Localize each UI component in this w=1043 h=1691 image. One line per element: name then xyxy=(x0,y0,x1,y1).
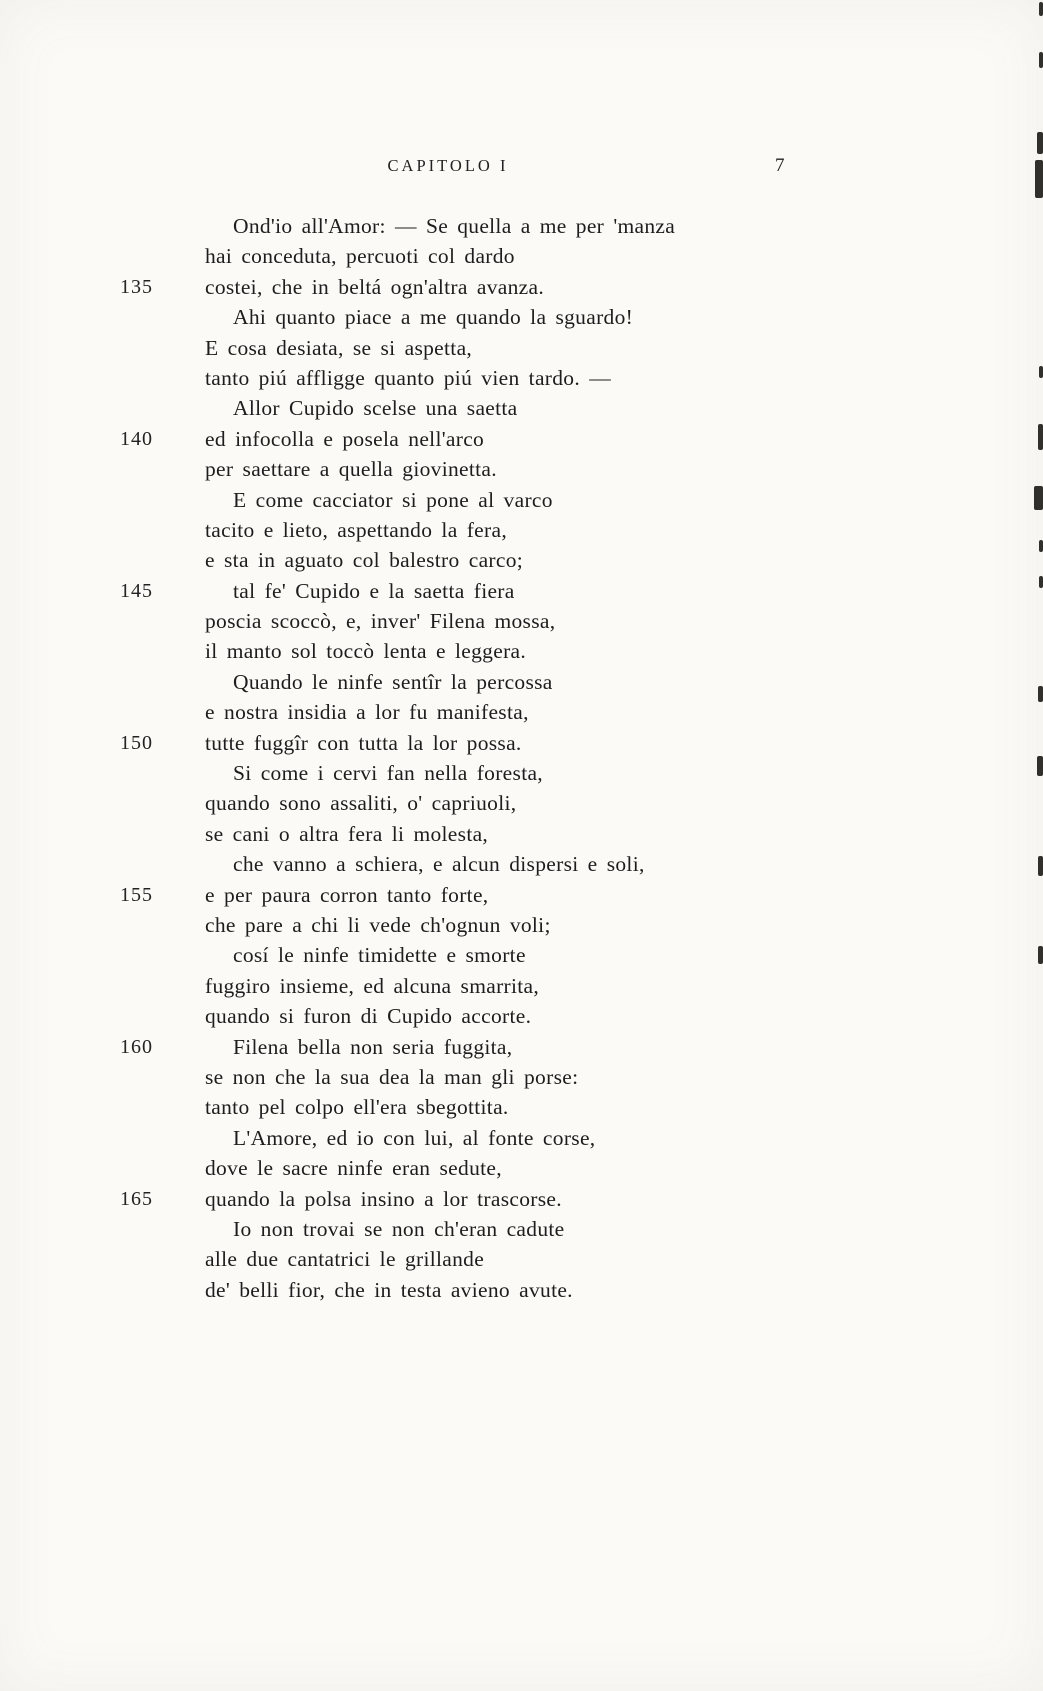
line-number: 140 xyxy=(120,427,153,450)
line-number: 135 xyxy=(120,275,153,298)
page-number: 7 xyxy=(775,155,785,176)
poem-line xyxy=(110,1123,830,1153)
page-edge-artifact xyxy=(1038,686,1043,702)
line-text: Allor Cupido scelse una saetta xyxy=(233,396,518,421)
page-edge-artifact xyxy=(1037,132,1043,154)
page-edge-artifact xyxy=(1038,856,1043,876)
page-edge-artifact xyxy=(1039,52,1043,68)
line-number: 155 xyxy=(120,883,153,906)
poem-line xyxy=(110,1062,830,1092)
poem-line xyxy=(110,545,830,575)
poem-line xyxy=(110,1244,830,1274)
poem-line xyxy=(110,697,830,727)
poem-line xyxy=(110,333,830,363)
page-edge-artifact xyxy=(1038,946,1043,964)
poem-line xyxy=(110,576,830,606)
poem-line xyxy=(110,606,830,636)
line-text: e nostra insidia a lor fu manifesta, xyxy=(205,700,529,725)
poem-line xyxy=(110,1214,830,1244)
line-number: 165 xyxy=(120,1187,153,1210)
line-text: de' belli fior, che in testa avieno avute. xyxy=(205,1277,573,1302)
line-text: Ahi quanto piace a me quando la sguardo! xyxy=(233,305,634,330)
poem-line xyxy=(110,636,830,666)
line-text: quando sono assaliti, o' capriuoli, xyxy=(205,791,517,816)
line-text: hai conceduta, percuoti col dardo xyxy=(205,244,515,269)
poem-line xyxy=(110,241,830,271)
line-number: 145 xyxy=(120,579,153,602)
line-text: alle due cantatrici le grillande xyxy=(205,1247,485,1272)
poem-line xyxy=(110,758,830,788)
poem-line xyxy=(110,910,830,940)
line-text: fuggiro insieme, ed alcuna smarrita, xyxy=(205,973,540,998)
page-edge-artifact xyxy=(1035,160,1043,198)
line-text: E come cacciator si pone al varco xyxy=(233,487,553,512)
line-text: costei, che in beltá ogn'altra avanza. xyxy=(205,274,545,299)
line-text: Ond'io all'Amor: — Se quella a me per 'manza xyxy=(233,214,676,238)
poem-line xyxy=(110,424,830,454)
poem-line xyxy=(110,849,830,879)
line-number: 160 xyxy=(120,1035,153,1058)
poem-line xyxy=(110,940,830,970)
line-text: Io non trovai se non ch'eran cadute xyxy=(233,1216,565,1241)
poem-line xyxy=(110,302,830,332)
poem-line xyxy=(110,819,830,849)
poem-line xyxy=(110,728,830,758)
line-text: tanto piú affligge quanto piú vien tardo. — xyxy=(205,365,612,390)
page-edge-artifact xyxy=(1038,424,1043,450)
poem xyxy=(110,211,830,1305)
page-edge-artifact xyxy=(1034,486,1043,510)
line-text: per saettare a quella giovinetta. xyxy=(205,457,497,482)
line-text: dove le sacre ninfe eran sedute, xyxy=(205,1156,502,1181)
page-edge-artifact xyxy=(1037,756,1043,776)
poem-line xyxy=(110,1092,830,1122)
poem-line xyxy=(110,1184,830,1214)
line-text: poscia scoccò, e, inver' Filena mossa, xyxy=(205,609,556,634)
line-text: che vanno a schiera, e alcun dispersi e soli, xyxy=(233,852,645,877)
poem-line xyxy=(110,485,830,515)
line-text: tal fe' Cupido e la saetta fiera xyxy=(233,578,515,603)
line-text: tutte fuggîr con tutta la lor possa. xyxy=(205,730,522,755)
poem-line xyxy=(110,1153,830,1183)
page-edge-artifact xyxy=(1039,2,1043,16)
line-text: il manto sol toccò lenta e leggera. xyxy=(205,639,527,664)
line-text: se cani o altra fera li molesta, xyxy=(205,821,489,846)
poem-line xyxy=(110,454,830,484)
line-text: L'Amore, ed io con lui, al fonte corse, xyxy=(233,1125,596,1150)
page-edge-artifact xyxy=(1039,576,1043,588)
poem-line xyxy=(110,393,830,423)
line-number: 150 xyxy=(120,731,153,754)
poem-line xyxy=(110,1275,830,1305)
page-header xyxy=(110,156,786,176)
poem-line xyxy=(110,211,830,241)
poem-line xyxy=(110,667,830,697)
line-text: che pare a chi li vede ch'ognun voli; xyxy=(205,912,551,937)
poem-line xyxy=(110,1001,830,1031)
poem-line xyxy=(110,971,830,1001)
line-text: e per paura corron tanto forte, xyxy=(205,882,489,907)
line-text: tacito e lieto, aspettando la fera, xyxy=(205,517,507,542)
line-text: e sta in aguato col balestro carco; xyxy=(205,548,524,573)
page-edge-artifact xyxy=(1039,366,1043,378)
poem-line xyxy=(110,880,830,910)
chapter-title: CAPITOLO I xyxy=(387,156,509,175)
line-text: quando si furon di Cupido accorte. xyxy=(205,1004,532,1029)
line-text: Quando le ninfe sentîr la percossa xyxy=(233,669,553,694)
line-text: E cosa desiata, se si aspetta, xyxy=(205,335,473,360)
page-edge-artifact xyxy=(1039,540,1043,552)
poem-line xyxy=(110,788,830,818)
line-text: Si come i cervi fan nella foresta, xyxy=(233,761,543,786)
line-text: ed infocolla e posela nell'arco xyxy=(205,426,485,451)
line-text: Filena bella non seria fuggita, xyxy=(233,1034,513,1059)
line-text: cosí le ninfe timidette e smorte xyxy=(233,943,526,968)
line-text: se non che la sua dea la man gli porse: xyxy=(205,1064,579,1089)
poem-line xyxy=(110,1032,830,1062)
line-text: quando la polsa insino a lor trascorse. xyxy=(205,1186,562,1211)
poem-line xyxy=(110,272,830,302)
line-text: tanto pel colpo ell'era sbegottita. xyxy=(205,1095,509,1120)
poem-line xyxy=(110,363,830,393)
poem-line xyxy=(110,515,830,545)
